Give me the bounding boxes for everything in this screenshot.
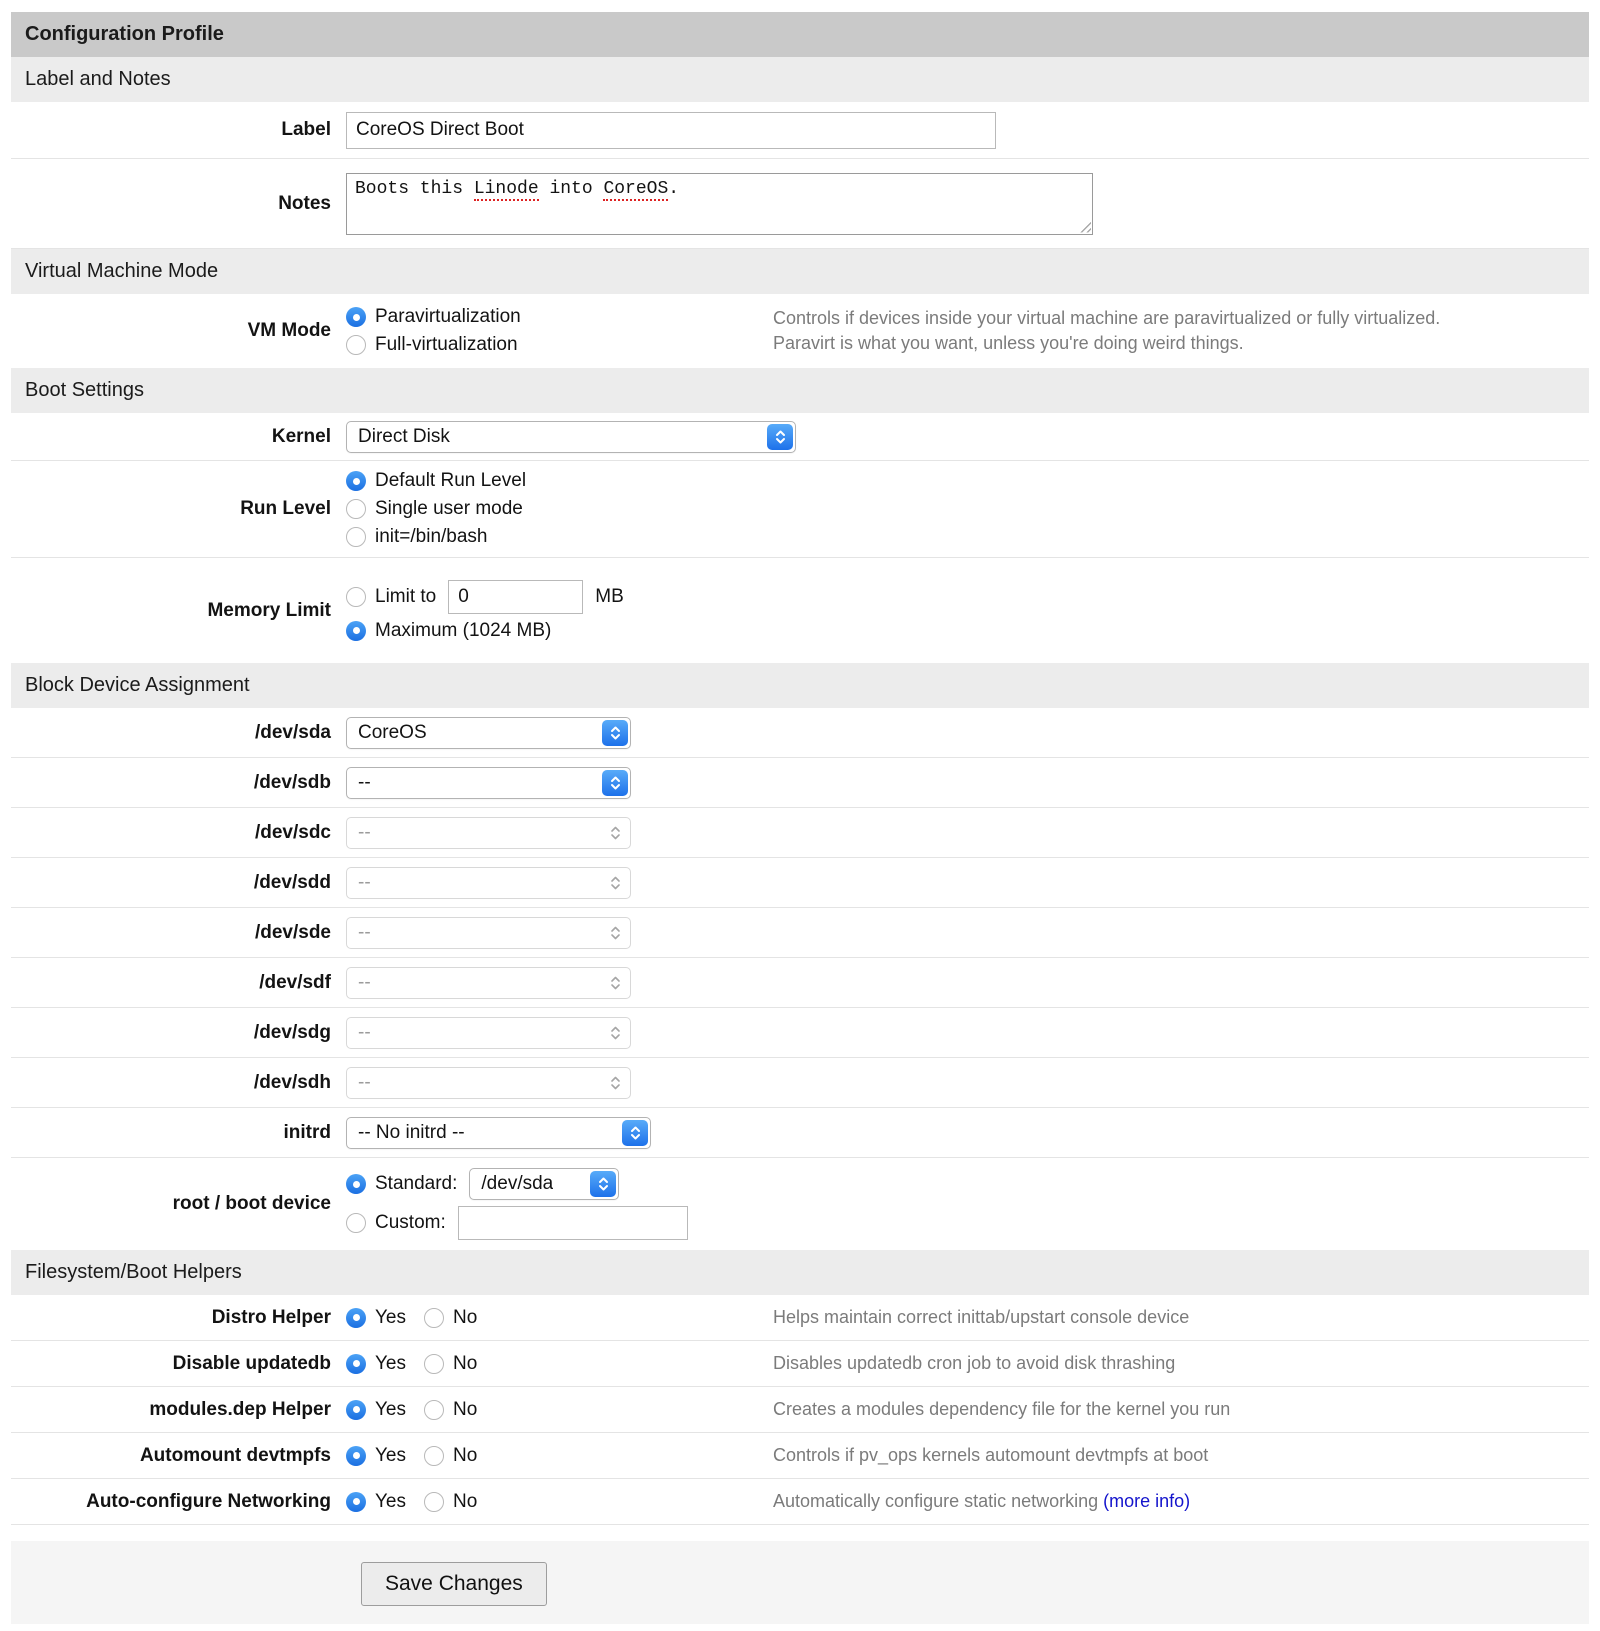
vm-mode-paravirtualization-option[interactable]: Paravirtualization: [346, 303, 521, 331]
disable-updatedb-yes-option[interactable]: Yes: [346, 1350, 406, 1378]
run-level-label: Run Level: [240, 498, 331, 520]
auto-configure-networking-help-text: Automatically configure static networking (more info): [773, 1490, 1191, 1511]
label-row: [11, 102, 1589, 159]
dev-sdb-select[interactable]: --: [346, 767, 631, 799]
notes-text: .: [668, 178, 680, 199]
modules-dep-no-option[interactable]: No: [424, 1396, 477, 1424]
radio-unselected-icon[interactable]: [346, 527, 366, 547]
select-chevrons-icon: [622, 1120, 648, 1146]
notes-text-misspelled: CoreOS: [603, 178, 669, 199]
helper-row-distro: Distro Helper Yes No Helps maintain correct inittab/upstart console device: [11, 1295, 1589, 1341]
memory-limit-input[interactable]: [448, 580, 583, 614]
initrd-select[interactable]: -- No initrd --: [346, 1117, 651, 1149]
notes-row: [11, 159, 1589, 249]
modules-dep-yes-option[interactable]: Yes: [346, 1396, 406, 1424]
dev-sda-select[interactable]: CoreOS: [346, 717, 631, 749]
memory-limit-row: [11, 558, 1589, 663]
dev-sdg-select: --: [346, 1017, 631, 1049]
select-chevrons-icon: [602, 770, 628, 796]
vm-mode-full-virtualization-option[interactable]: Full-virtualization: [346, 331, 518, 359]
root-device-custom-input[interactable]: [458, 1206, 688, 1240]
page-title: Configuration Profile: [11, 12, 1589, 57]
helper-row-modules-dep: modules.dep Helper Yes No Creates a modules dependency file for the kernel you run: [11, 1387, 1589, 1433]
notes-text: Boots this: [355, 178, 474, 199]
kernel-label: Kernel: [271, 425, 331, 447]
notes-text: into: [538, 178, 604, 199]
device-row-sde: /dev/sde --: [11, 908, 1589, 958]
notes-text-misspelled: Linode: [473, 178, 539, 199]
automount-devtmpfs-yes-option[interactable]: Yes: [346, 1442, 406, 1470]
device-row-sdg: /dev/sdg --: [11, 1008, 1589, 1058]
modules-dep-help-text: Creates a modules dependency file for the kernel you run: [773, 1398, 1231, 1419]
configuration-profile-panel: [11, 12, 1589, 1624]
label-field-label: Label: [281, 119, 331, 141]
memory-limit-unit: MB: [595, 585, 624, 607]
dev-sdc-select: --: [346, 817, 631, 849]
root-boot-device-row: [11, 1158, 1589, 1250]
radio-unselected-icon[interactable]: [346, 587, 366, 607]
root-device-standard-select[interactable]: /dev/sda: [469, 1168, 619, 1200]
notes-field-label: Notes: [278, 192, 331, 214]
radio-unselected-icon[interactable]: [424, 1492, 444, 1512]
select-chevrons-icon: [602, 820, 628, 846]
helper-row-devtmpfs: Automount devtmpfs Yes No Controls if pv_ops kernels automount devtmpfs at boot: [11, 1433, 1589, 1479]
disable-updatedb-help-text: Disables updatedb cron job to avoid disk thrashing: [773, 1352, 1176, 1373]
run-level-default-option[interactable]: Default Run Level: [346, 467, 526, 495]
device-row-sdf: /dev/sdf --: [11, 958, 1589, 1008]
auto-configure-networking-no-option[interactable]: No: [424, 1488, 477, 1516]
memory-limit-label: Memory Limit: [207, 599, 331, 621]
initrd-row: [11, 1108, 1589, 1158]
kernel-row: [11, 413, 1589, 461]
select-chevrons-icon: [602, 870, 628, 896]
select-chevrons-icon: [602, 1070, 628, 1096]
device-row-sdc: /dev/sdc --: [11, 808, 1589, 858]
radio-selected-icon[interactable]: [346, 621, 366, 641]
disable-updatedb-no-option[interactable]: No: [424, 1350, 477, 1378]
auto-configure-networking-yes-option[interactable]: Yes: [346, 1488, 406, 1516]
radio-selected-icon[interactable]: [346, 1446, 366, 1466]
initrd-label: initrd: [283, 1121, 331, 1143]
run-level-init-bash-option[interactable]: init=/bin/bash: [346, 523, 488, 551]
root-device-standard-option[interactable]: Standard: /dev/sda: [346, 1165, 619, 1203]
vm-mode-row: [11, 294, 1589, 368]
radio-unselected-icon[interactable]: [346, 335, 366, 355]
save-changes-button[interactable]: Save Changes: [361, 1562, 547, 1606]
dev-sdh-select: --: [346, 1067, 631, 1099]
select-chevrons-icon: [602, 970, 628, 996]
section-label-and-notes: Label and Notes: [11, 57, 1589, 102]
radio-unselected-icon[interactable]: [424, 1400, 444, 1420]
resize-grip-icon[interactable]: [1078, 220, 1091, 233]
radio-selected-icon[interactable]: [346, 1308, 366, 1328]
helper-row-updatedb: Disable updatedb Yes No Disables updatedb cron job to avoid disk thrashing: [11, 1341, 1589, 1387]
memory-limit-to-option[interactable]: Limit to 0 MB: [346, 577, 624, 617]
radio-selected-icon[interactable]: [346, 1492, 366, 1512]
distro-helper-yes-option[interactable]: Yes: [346, 1304, 406, 1332]
device-row-sdb: /dev/sdb --: [11, 758, 1589, 808]
radio-selected-icon[interactable]: [346, 1354, 366, 1374]
footer: [11, 1541, 1589, 1624]
run-level-row: [11, 461, 1589, 558]
footer-spacer: [11, 1525, 1589, 1541]
dev-sdd-select: --: [346, 867, 631, 899]
run-level-single-user-option[interactable]: Single user mode: [346, 495, 523, 523]
memory-maximum-option[interactable]: Maximum (1024 MB): [346, 617, 551, 645]
device-row-sdd: /dev/sdd --: [11, 858, 1589, 908]
section-virtual-machine-mode: Virtual Machine Mode: [11, 249, 1589, 294]
vm-mode-help-text: Controls if devices inside your virtual machine are paravirtualized or fully virtualized. Paravirt is what you want, unless you're doing weird things.: [773, 307, 1441, 353]
root-device-custom-option[interactable]: Custom:: [346, 1203, 688, 1243]
automount-devtmpfs-help-text: Controls if pv_ops kernels automount devtmpfs at boot: [773, 1444, 1209, 1465]
radio-selected-icon[interactable]: [346, 1400, 366, 1420]
dev-sdf-select: --: [346, 967, 631, 999]
label-input[interactable]: [346, 112, 996, 149]
radio-selected-icon[interactable]: [346, 471, 366, 491]
radio-unselected-icon[interactable]: [346, 1213, 366, 1233]
distro-helper-help-text: Helps maintain correct inittab/upstart console device: [773, 1306, 1190, 1327]
automount-devtmpfs-no-option[interactable]: No: [424, 1442, 477, 1470]
radio-selected-icon[interactable]: [346, 307, 366, 327]
root-boot-device-label: root / boot device: [172, 1193, 331, 1215]
kernel-select[interactable]: Direct Disk: [346, 421, 796, 453]
radio-unselected-icon[interactable]: [424, 1446, 444, 1466]
select-chevrons-icon: [767, 424, 793, 450]
vm-mode-label: VM Mode: [247, 320, 331, 342]
section-boot-settings: Boot Settings: [11, 368, 1589, 413]
more-info-link[interactable]: (more info): [1103, 1490, 1191, 1511]
select-chevrons-icon: [602, 1020, 628, 1046]
dev-sde-select: --: [346, 917, 631, 949]
radio-unselected-icon[interactable]: [424, 1354, 444, 1374]
distro-helper-no-option[interactable]: No: [424, 1304, 477, 1332]
device-row-sda: /dev/sda CoreOS: [11, 708, 1589, 758]
helper-row-networking: Auto-configure Networking Yes No Automatically configure static networking (more info): [11, 1479, 1589, 1525]
section-filesystem-boot-helpers: Filesystem/Boot Helpers: [11, 1250, 1589, 1295]
device-row-sdh: /dev/sdh --: [11, 1058, 1589, 1108]
notes-textarea[interactable]: [346, 173, 1093, 235]
select-chevrons-icon: [602, 720, 628, 746]
select-chevrons-icon: [602, 920, 628, 946]
radio-unselected-icon[interactable]: [346, 499, 366, 519]
radio-selected-icon[interactable]: [346, 1174, 366, 1194]
radio-unselected-icon[interactable]: [424, 1308, 444, 1328]
section-block-device-assignment: Block Device Assignment: [11, 663, 1589, 708]
select-chevrons-icon: [590, 1171, 616, 1197]
